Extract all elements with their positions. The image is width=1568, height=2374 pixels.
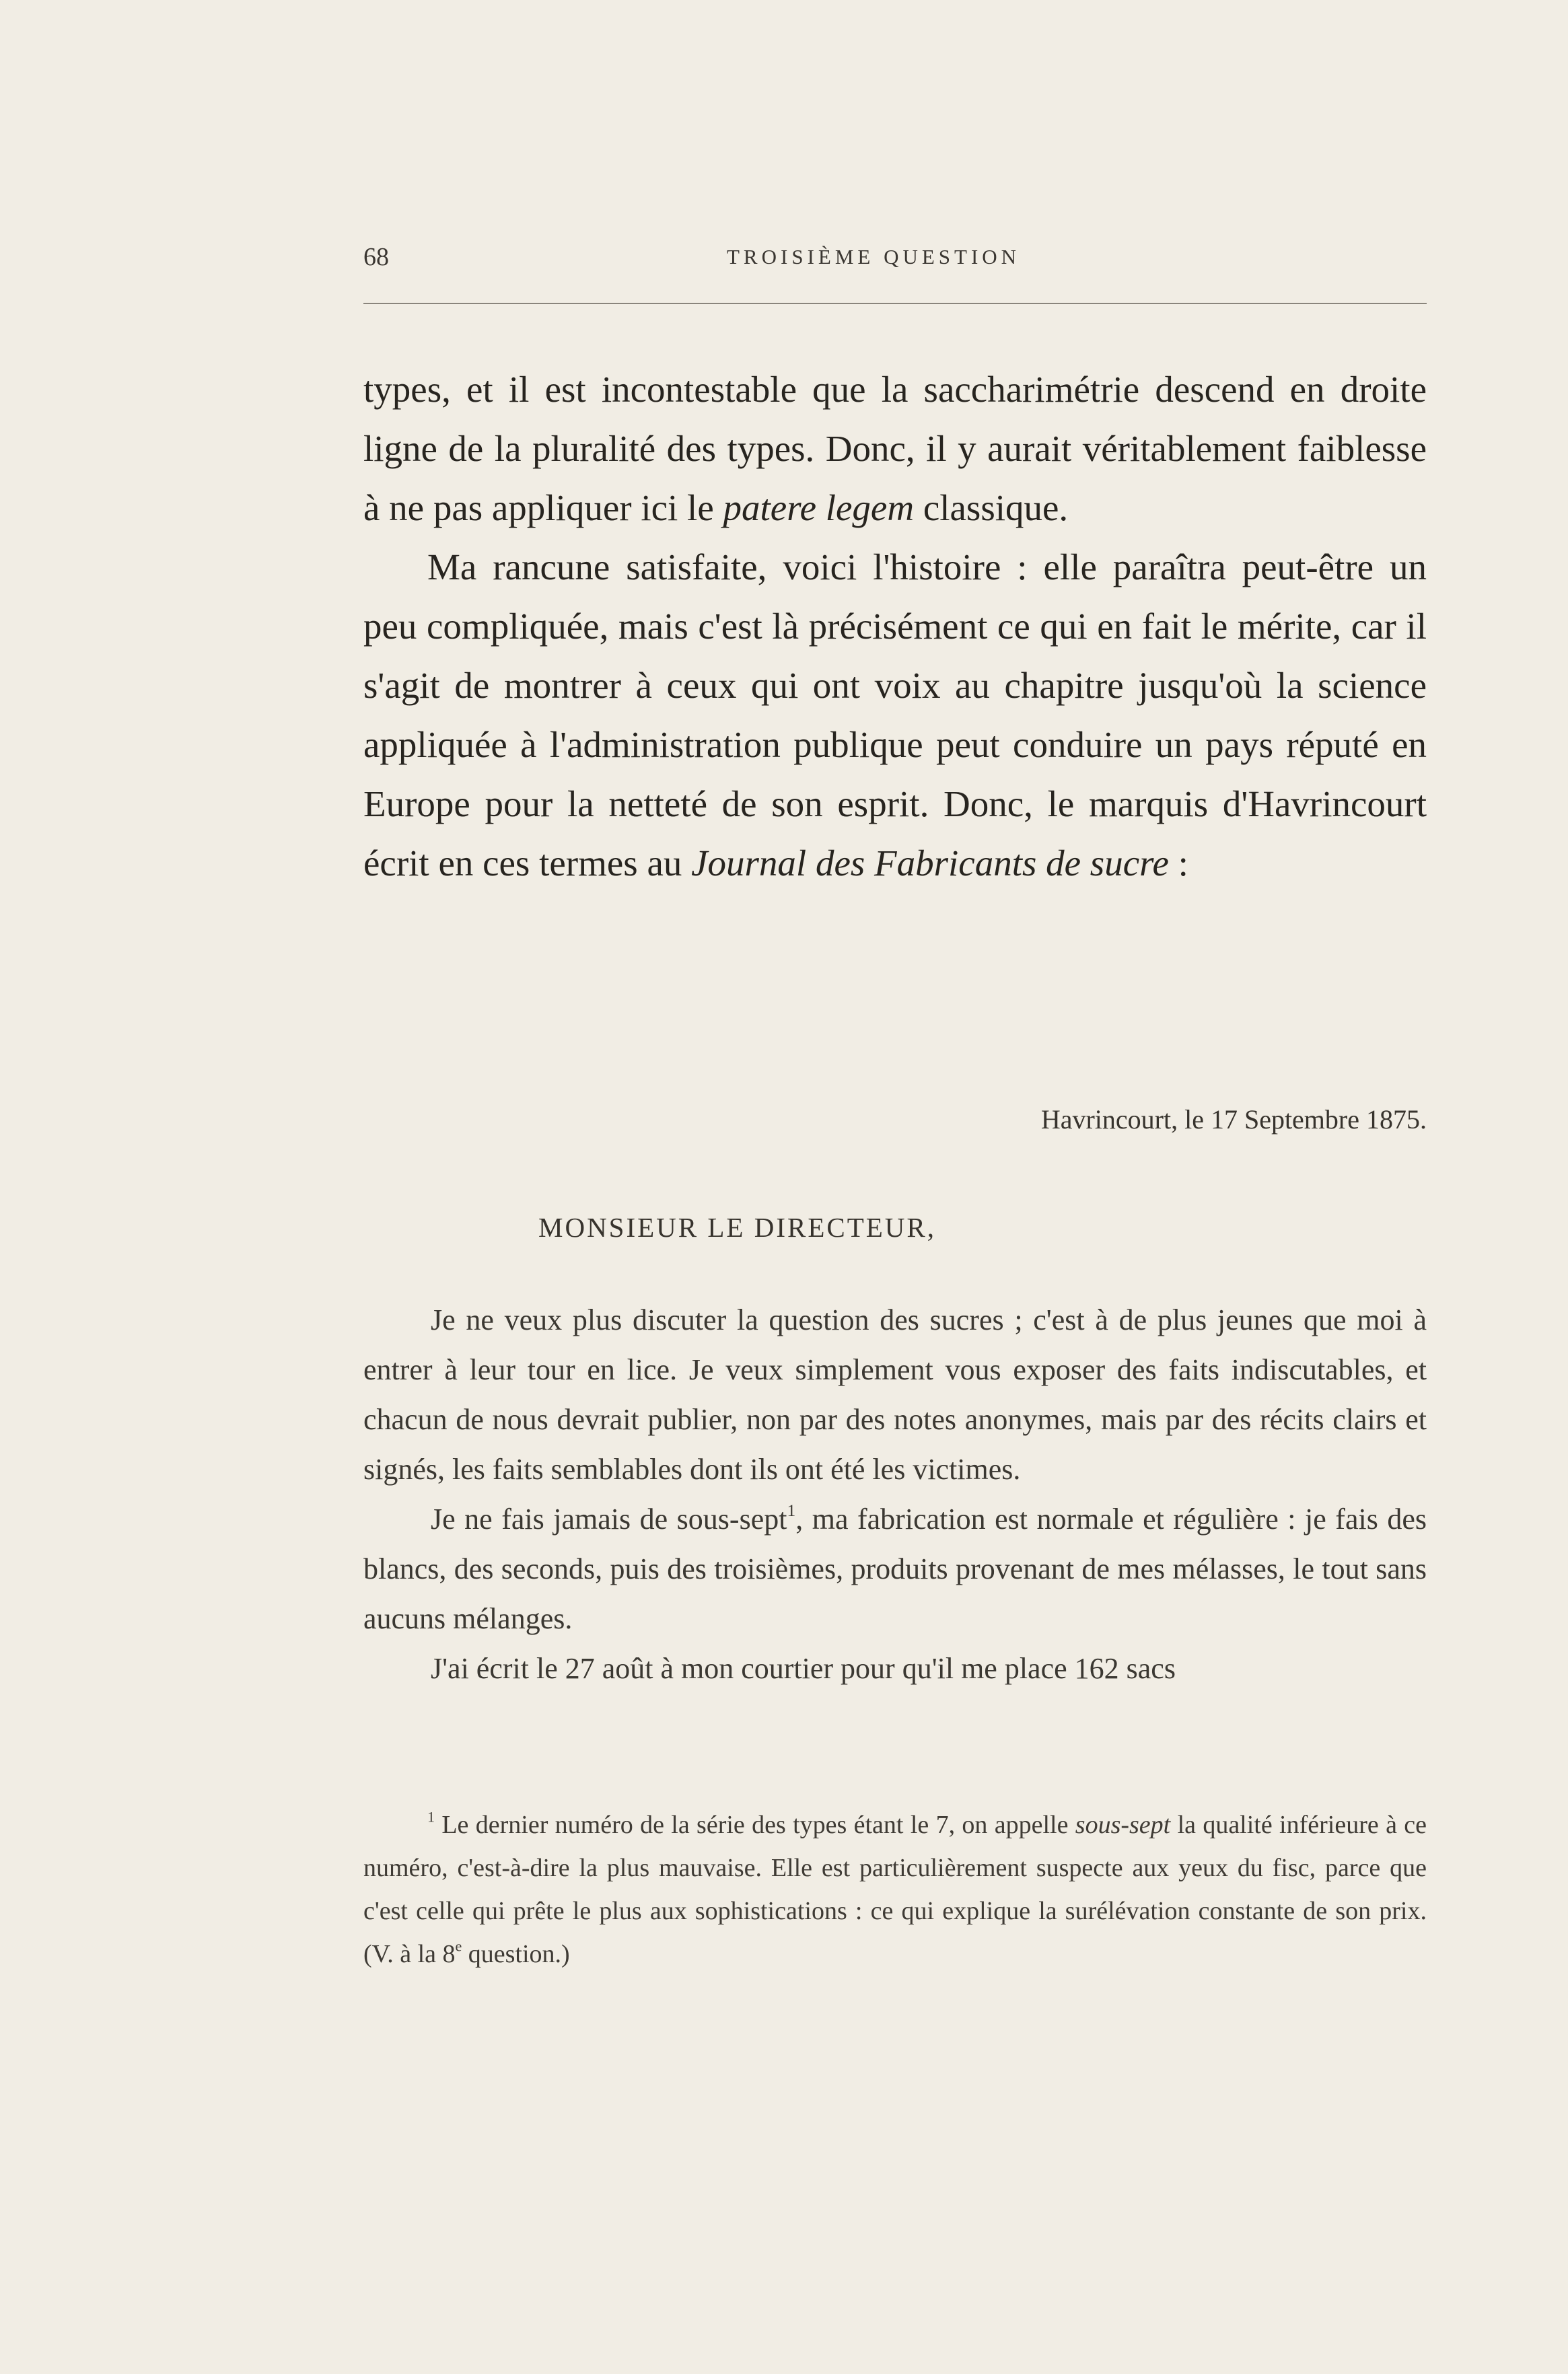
footnote-reference: 1 [787,1500,796,1520]
page-number: 68 [363,243,389,271]
footnote-text-b: la qualité inférieure à ce numéro, c'est-à-dire la plus mauvaise. Elle est particulièrement suspecte aux yeux du fisc, parce que c'est celle qui prête le plus aux sophistications : ce qui explique la surélévation constante de son prix. (V. à la 8 [363,1811,1427,1968]
paragraph-1-text-b: classique. [914,487,1069,528]
letter-paragraph-2-text-b: , ma fabrication est normale et régulière : je fais des blancs, des seconds, puis des troisièmes, produits provenant de mes mélasses, le tout sans aucuns mélanges. [363,1503,1427,1635]
letter-paragraph-2 [363,1495,1427,1644]
footnote [363,1803,1427,1976]
main-text [363,360,1427,893]
paragraph-2 [363,538,1427,893]
paragraph-1 [363,360,1427,538]
running-head [363,242,1427,283]
letter-paragraph-3: J'ai écrit le 27 août à mon courtier pour qu'il me place 162 sacs [431,1652,1176,1685]
letter-body [363,1295,1427,1694]
journal-title: Journal des Fabricants de sucre [691,842,1169,884]
ordinal-superscript: e [455,1937,462,1955]
letter-dateline: Havrincourt, le 17 Septembre 1875. [1040,1104,1427,1135]
letter-salutation: MONSIEUR LE DIRECTEUR, [538,1212,937,1243]
footnote-term: sous-sept [1075,1811,1171,1839]
footnote-marker: 1 [427,1808,435,1826]
paragraph-2-text-a: Ma rancune satisfaite, voici l'histoire : elle paraîtra peut-être un peu compliquée, mais c'est là précisément ce qui en fait le mérite, car il s'agit de montrer à ceux qui ont voix au chapitre jusqu'où la science appliquée à l'administration publique peut conduire un pays réputé en Europe pour la netteté de son esprit. Donc, le marquis d'Havrincourt écrit en ces termes au [363,546,1427,884]
running-title: TROISIÈME QUESTION [727,245,1021,268]
paragraph-2-text-b: : [1168,842,1188,884]
header-rule [363,303,1427,304]
footnote-text-a: Le dernier numéro de la série des types étant le 7, on appelle [435,1811,1075,1839]
letter-paragraph-2-text-a: Je ne fais jamais de sous-sept [431,1503,787,1536]
letter-paragraph-1: Je ne veux plus discuter la question des sucres ; c'est à de plus jeunes que moi à entrer à leur tour en lice. Je veux simplement vous exposer des faits indiscutables, et chacun de nous devrait publier, non par des notes anonymes, mais par des récits clairs et signés, les faits semblables dont ils ont été les victimes. [363,1303,1427,1486]
paragraph-1-text-a: types, et il est incontestable que la saccharimétrie descend en droite ligne de la pluralité des types. Donc, il y aurait véritablement faiblesse à ne pas appliquer ici le [363,369,1427,528]
footnote-paragraph [363,1803,1427,1976]
footnote-text-c: question.) [462,1940,570,1968]
latin-phrase: patere legem [723,487,915,528]
